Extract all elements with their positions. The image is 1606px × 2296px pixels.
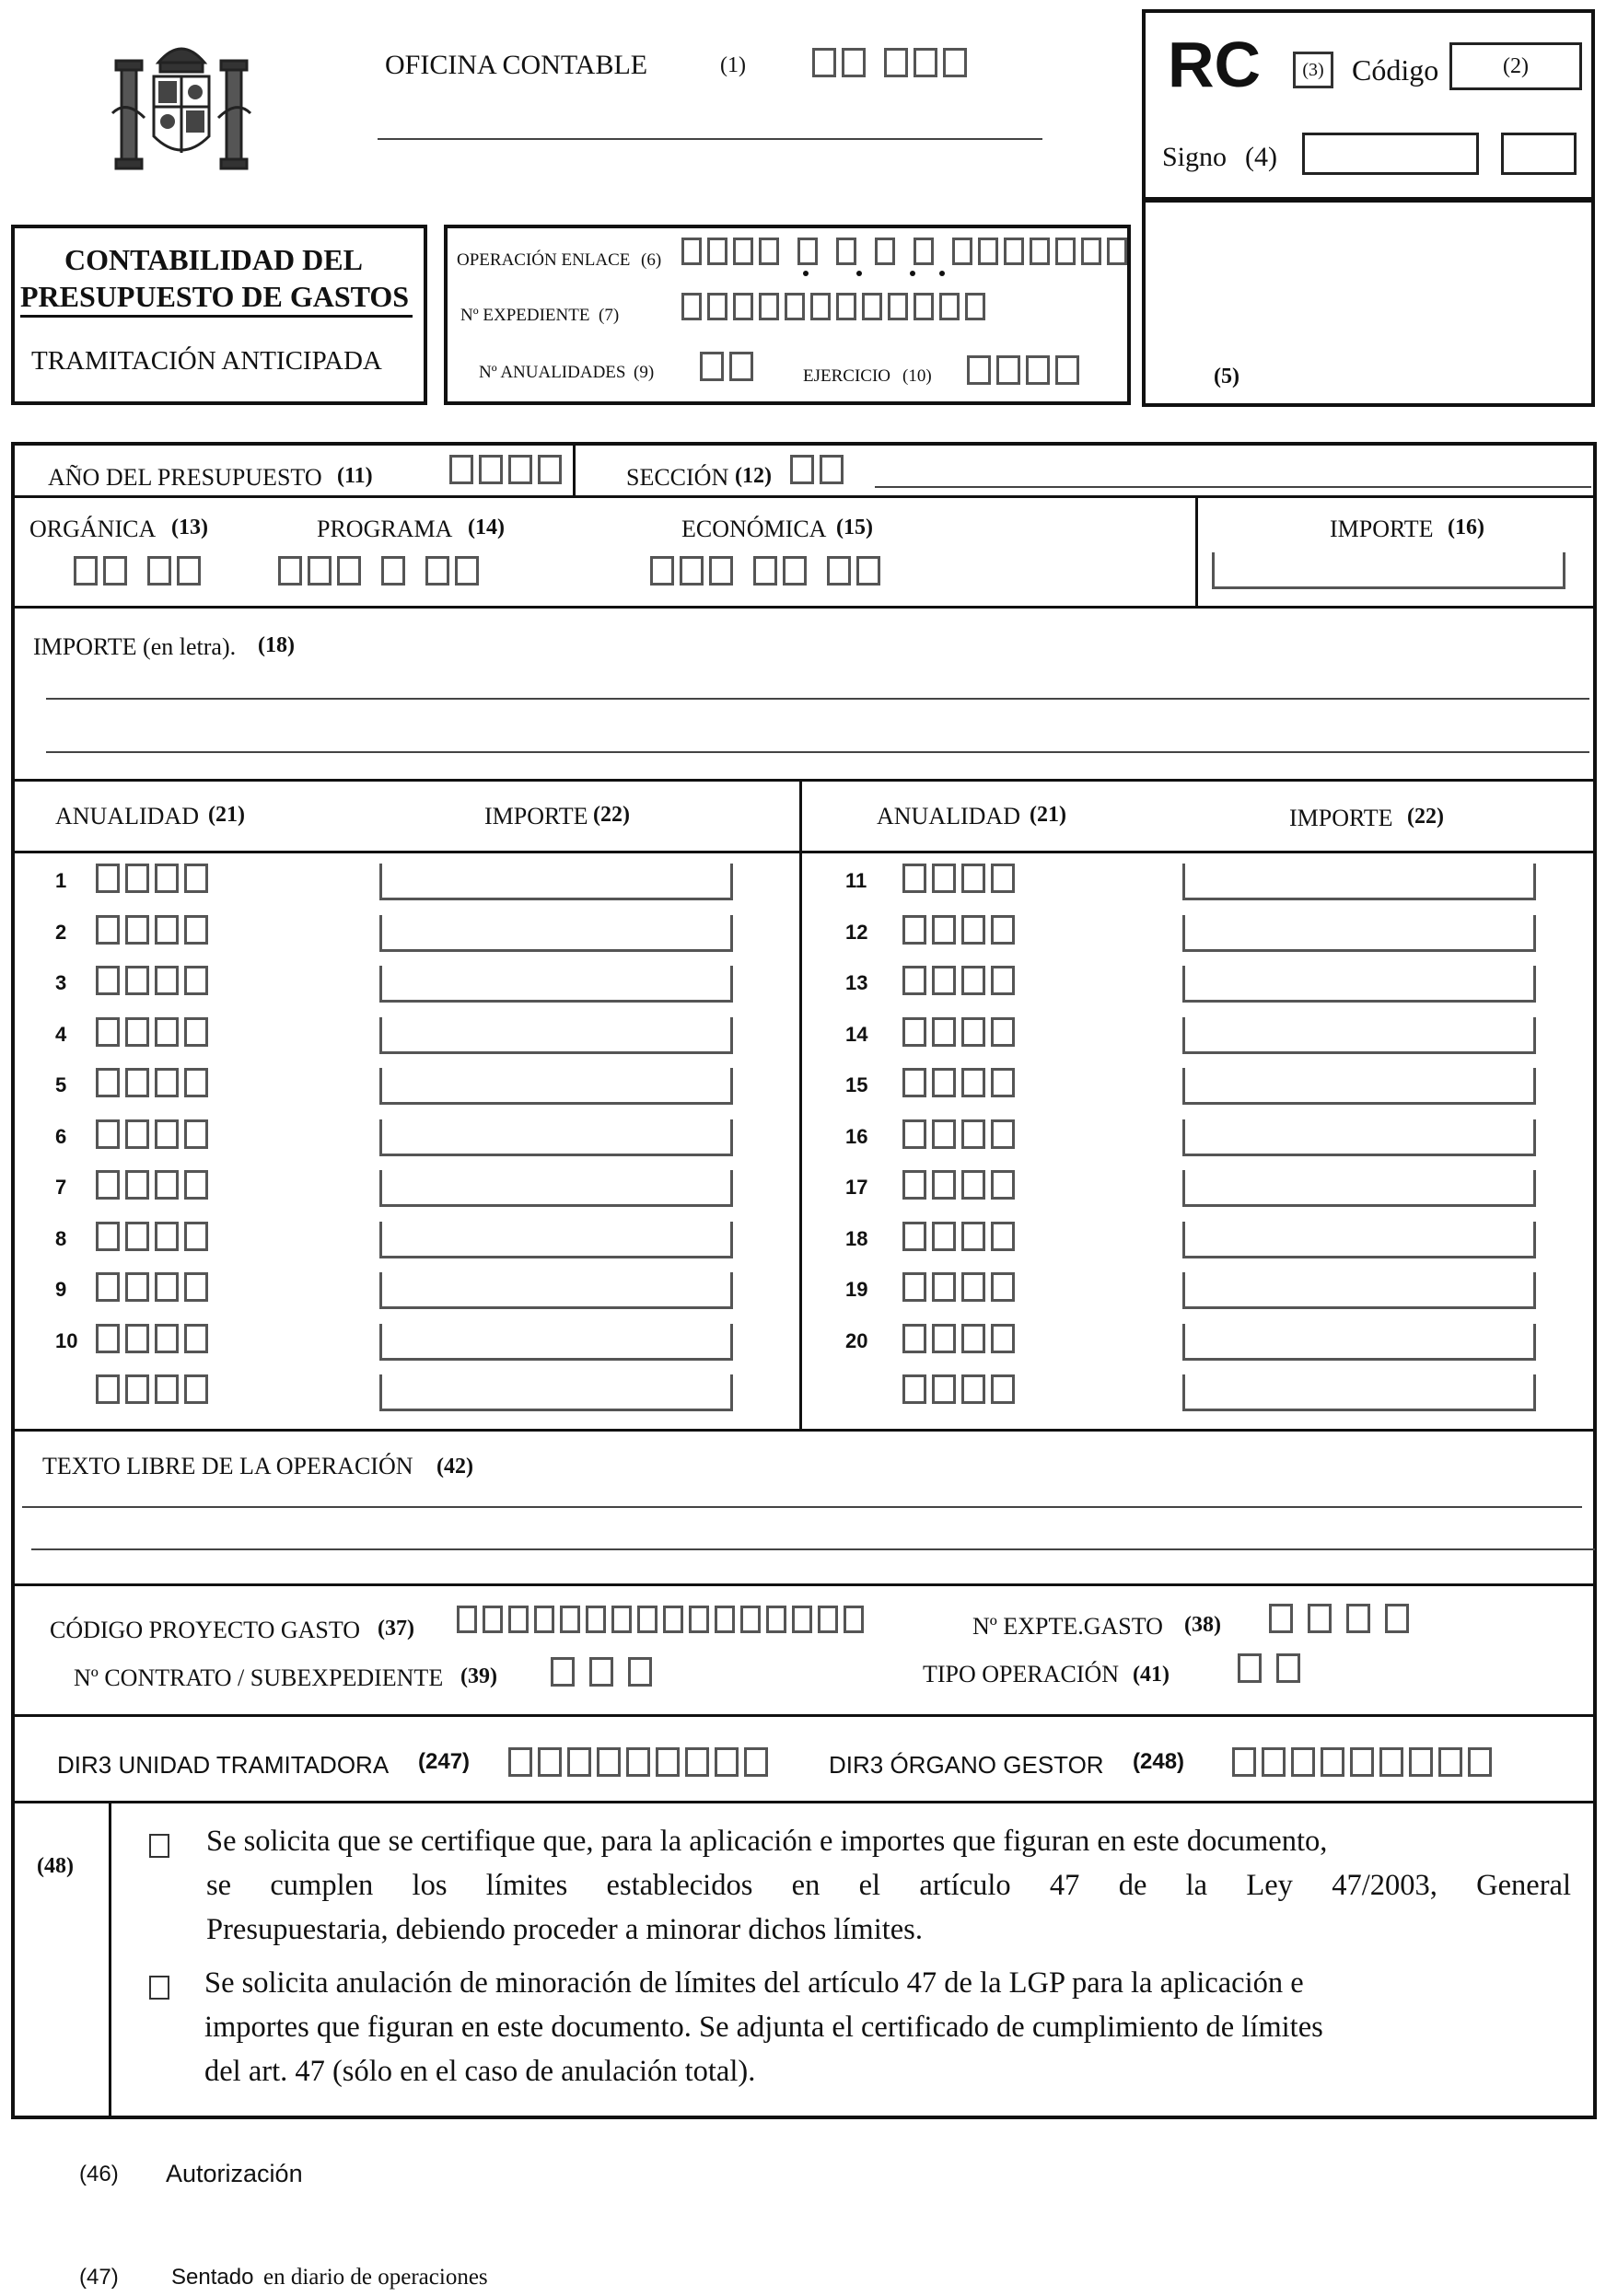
title-divider — [20, 315, 413, 318]
operation-type-ref: (41) — [1133, 1663, 1170, 1687]
annuity-amount-field-extra[interactable] — [379, 1374, 733, 1411]
annuity-row-number: 4 — [55, 1023, 67, 1046]
option1-line3: Presupuestaria, debiendo proceder a minorar dichos límites. — [206, 1913, 923, 1946]
option1-line2-text: se cumplen los límites establecidos en el artículo 47 de la Ley 47/2003, General — [206, 1869, 1571, 1902]
budget-year-ref: (11) — [337, 464, 373, 488]
expense-file-cells[interactable] — [1269, 1604, 1409, 1633]
annuity-amount-field[interactable] — [379, 1068, 733, 1105]
organic-cells[interactable] — [74, 556, 201, 586]
annuity-amount-field[interactable] — [1182, 1222, 1536, 1258]
annuity-year-cells[interactable] — [96, 1324, 208, 1353]
code-field[interactable] — [1449, 42, 1582, 90]
economic-ref: (15) — [836, 516, 873, 539]
contract-cells[interactable] — [551, 1657, 652, 1687]
year-ref: (10) — [902, 366, 932, 386]
program-label: PROGRAMA — [317, 516, 453, 542]
organic-label: ORGÁNICA — [29, 516, 157, 542]
amount-words-line-1[interactable] — [46, 698, 1589, 700]
annuity-year-cells-extra[interactable] — [902, 1374, 1015, 1404]
sign-ref: (4) — [1245, 142, 1277, 172]
annuity-year-cells[interactable] — [96, 1272, 208, 1302]
box-5 — [1142, 197, 1595, 407]
annuity-amount-field[interactable] — [379, 1119, 733, 1156]
option2-line3: del art. 47 (sólo en el caso de anulación total). — [204, 2055, 756, 2088]
contract-label: Nº CONTRATO / SUBEXPEDIENTE — [74, 1664, 444, 1691]
annuity-amount-field-extra[interactable] — [1182, 1374, 1536, 1411]
annuities-center-divider — [799, 781, 802, 1429]
amount-words-line-2[interactable] — [46, 751, 1589, 753]
dir3-unit-cells[interactable] — [508, 1747, 768, 1777]
annuity-year-cells[interactable] — [902, 1170, 1015, 1200]
budget-row-divider — [11, 495, 1597, 498]
annuities-header-divider — [11, 851, 1597, 853]
annuity-amount-field[interactable] — [1182, 1119, 1536, 1156]
dir3-unit-label: DIR3 UNIDAD TRAMITADORA — [57, 1751, 390, 1779]
program-cells[interactable] — [278, 556, 479, 586]
amount-label: IMPORTE — [1330, 516, 1434, 542]
year-label: EJERCICIO — [803, 366, 890, 386]
annuity-amount-field[interactable] — [1182, 1017, 1536, 1054]
annuity-row-number: 18 — [845, 1227, 868, 1250]
budget-year-label: AÑO DEL PRESUPUESTO — [48, 464, 322, 491]
dir3-organ-ref: (248) — [1133, 1749, 1185, 1774]
free-text-ref: (42) — [436, 1455, 473, 1478]
title-line1: CONTABILIDAD DEL — [64, 243, 363, 276]
sign-field-2[interactable] — [1501, 133, 1577, 175]
annuity-row-number: 14 — [845, 1023, 868, 1046]
free-text-line-2[interactable] — [31, 1548, 1595, 1550]
budget-detail-divider — [11, 606, 1597, 609]
option1-line1: Se solicita que se certifique que, para la aplicación e importes que figuran en este documento, — [206, 1825, 1328, 1858]
amount-words-label: IMPORTE (en letra). — [33, 633, 237, 660]
annuity-col-left: ANUALIDAD — [55, 803, 199, 829]
economic-label: ECONÓMICA — [681, 516, 827, 542]
annuity-row-number: 11 — [845, 869, 867, 892]
dir3-unit-ref: (247) — [418, 1749, 471, 1774]
annuity-year-cells[interactable] — [96, 1170, 208, 1200]
expense-file-label: Nº EXPTE.GASTO — [972, 1613, 1163, 1640]
annuity-row-number: 15 — [845, 1073, 868, 1096]
authorization-ref: (46) — [79, 2162, 119, 2186]
budget-year-cells[interactable] — [449, 455, 562, 484]
amount-field[interactable] — [1212, 552, 1565, 589]
annuity-amount-field[interactable] — [1182, 1272, 1536, 1309]
annuity-row-number: 6 — [55, 1125, 67, 1148]
organic-ref: (13) — [171, 516, 208, 539]
code-label: Código — [1352, 53, 1439, 87]
annuity-row-number: 12 — [845, 921, 868, 944]
annuity-amount-field[interactable] — [379, 1272, 733, 1309]
annuity-col-right: ANUALIDAD — [877, 803, 1020, 829]
sign-field-1[interactable] — [1302, 133, 1479, 175]
expense-file-ref: (38) — [1184, 1613, 1221, 1637]
annuity-year-cells[interactable] — [96, 1222, 208, 1251]
link-label: OPERACIÓN ENLACE — [457, 250, 631, 270]
annuity-year-cells[interactable] — [902, 966, 1015, 995]
annuity-amount-field[interactable] — [379, 1324, 733, 1361]
section-underline — [875, 486, 1591, 488]
limits-ref: (48) — [37, 1854, 74, 1878]
coat-of-arms-logo — [103, 26, 260, 178]
annuity-year-cells[interactable] — [96, 966, 208, 995]
annuity-year-cells-extra[interactable] — [96, 1374, 208, 1404]
free-text-line-1[interactable] — [22, 1506, 1582, 1508]
annuity-row-number: 1 — [55, 869, 67, 892]
annuity-amount-field[interactable] — [1182, 966, 1536, 1003]
annuity-year-cells[interactable] — [902, 1324, 1015, 1353]
section-divider — [573, 446, 576, 495]
annuity-amount-field[interactable] — [379, 966, 733, 1003]
fiscal-year-cells[interactable] — [967, 355, 1079, 385]
posted-label-a: Sentado — [171, 2265, 254, 2290]
file-ref: (7) — [599, 306, 620, 325]
amount-words-divider — [11, 779, 1597, 782]
box5-ref: (5) — [1214, 365, 1239, 388]
annuity-amount-field[interactable] — [1182, 1068, 1536, 1105]
annuity-year-cells[interactable] — [96, 1068, 208, 1097]
annuity-amount-field[interactable] — [379, 864, 733, 900]
operation-link-cells[interactable] — [681, 238, 1127, 265]
link-ref: (6) — [641, 250, 662, 270]
annuity-amount-field[interactable] — [379, 1017, 733, 1054]
annuities-bottom-divider — [11, 1429, 1597, 1432]
section-cells[interactable] — [790, 455, 844, 484]
contract-ref: (39) — [460, 1664, 497, 1688]
annuity-amount-field[interactable] — [1182, 1170, 1536, 1207]
dir3-divider — [11, 1801, 1597, 1803]
annuity-col-left-ref: (21) — [208, 803, 245, 827]
annuity-year-cells[interactable] — [96, 915, 208, 945]
authorization-label: Autorización — [166, 2160, 303, 2187]
title-line3: TRAMITACIÓN ANTICIPADA — [31, 346, 382, 376]
annuity-row-number: 16 — [845, 1125, 868, 1148]
project-divider — [11, 1714, 1597, 1717]
annuity-year-cells[interactable] — [96, 864, 208, 893]
annuity-row-number: 17 — [845, 1176, 868, 1199]
annuity-row-number: 19 — [845, 1278, 868, 1301]
annuity-col-right-ref: (21) — [1030, 803, 1066, 827]
office-code-cells[interactable] — [812, 48, 967, 77]
section-label: SECCIÓN — [626, 464, 729, 491]
file-label: Nº EXPEDIENTE — [460, 306, 590, 325]
annuity-year-cells[interactable] — [96, 1119, 208, 1149]
annuity-year-cells[interactable] — [902, 1068, 1015, 1097]
amount-divider — [1195, 497, 1198, 606]
annuity-row-number: 2 — [55, 921, 67, 944]
annuity-year-cells[interactable] — [902, 915, 1015, 945]
section-ref: (12) — [735, 464, 772, 488]
option1-checkbox[interactable] — [149, 1834, 169, 1858]
project-code-cells[interactable] — [457, 1606, 864, 1633]
free-text-divider — [11, 1583, 1597, 1586]
link-dot-4 — [939, 271, 945, 276]
office-label: OFICINA CONTABLE — [385, 50, 648, 80]
posted-ref: (47) — [79, 2265, 119, 2290]
option2-checkbox[interactable] — [149, 1976, 169, 2000]
dir3-organ-cells[interactable] — [1232, 1747, 1492, 1777]
amount-col-left: IMPORTE — [484, 803, 588, 829]
amount-col-right: IMPORTE — [1289, 805, 1393, 831]
annuity-year-cells[interactable] — [902, 1119, 1015, 1149]
posted-label-b: en diario de operaciones — [263, 2265, 488, 2290]
dir3-organ-label: DIR3 ÓRGANO GESTOR — [829, 1751, 1104, 1779]
annuity-year-cells[interactable] — [96, 1017, 208, 1047]
annuity-row-number: 8 — [55, 1227, 67, 1250]
operation-type-cells[interactable] — [1238, 1653, 1300, 1683]
annuity-amount-field[interactable] — [379, 1170, 733, 1207]
type-ref: (3) — [1302, 60, 1324, 80]
office-ref: (1) — [720, 53, 746, 77]
free-text-label: TEXTO LIBRE DE LA OPERACIÓN — [42, 1453, 413, 1479]
annuity-year-cells[interactable] — [902, 1222, 1015, 1251]
annuity-row-number: 10 — [55, 1329, 78, 1352]
annuity-row-number: 3 — [55, 971, 67, 994]
annuity-year-cells[interactable] — [902, 1017, 1015, 1047]
amount-col-left-ref: (22) — [593, 803, 630, 827]
office-underline — [378, 138, 1042, 140]
annuity-year-cells[interactable] — [902, 864, 1015, 893]
annuity-amount-field[interactable] — [1182, 1324, 1536, 1361]
document-type: RC — [1168, 29, 1262, 100]
amount-words-ref: (18) — [258, 633, 295, 657]
operation-type-label: TIPO OPERACIÓN — [923, 1661, 1120, 1687]
link-dot-1 — [803, 271, 809, 276]
economic-cells[interactable] — [650, 556, 880, 586]
annuities-label: Nº ANUALIDADES — [479, 363, 626, 382]
option2-line1: Se solicita anulación de minoración de límites del artículo 47 de la LGP para la aplicación e — [204, 1966, 1304, 2000]
annuity-amount-field[interactable] — [1182, 864, 1536, 900]
project-code-ref: (37) — [378, 1617, 414, 1641]
title-line2: PRESUPUESTO DE GASTOS — [20, 280, 410, 313]
option2-line2: importes que figuran en este documento. Se adjunta el certificado de cumplimiento de límites — [204, 2011, 1323, 2044]
annuity-amount-field[interactable] — [1182, 915, 1536, 952]
type-ref-box — [1293, 52, 1333, 88]
annuity-year-cells[interactable] — [902, 1272, 1015, 1302]
annuity-row-number: 7 — [55, 1176, 67, 1199]
file-number-cells[interactable] — [681, 293, 985, 320]
annuities-ref: (9) — [634, 363, 655, 382]
program-ref: (14) — [468, 516, 505, 539]
sign-label: Signo — [1162, 142, 1228, 172]
annuity-amount-field[interactable] — [379, 1222, 733, 1258]
annuity-row-number: 5 — [55, 1073, 67, 1096]
annuities-count-cells[interactable] — [700, 352, 753, 381]
annuity-row-number: 13 — [845, 971, 868, 994]
project-code-label: CÓDIGO PROYECTO GASTO — [50, 1617, 361, 1643]
option1-line2 — [206, 1869, 1571, 1903]
code-ref: (2) — [1503, 54, 1529, 78]
amount-ref: (16) — [1448, 516, 1484, 539]
link-dot-3 — [910, 271, 915, 276]
limits-ref-divider — [109, 1803, 111, 2117]
annuity-amount-field[interactable] — [379, 915, 733, 952]
link-dot-2 — [856, 271, 862, 276]
annuity-row-number: 9 — [55, 1278, 67, 1301]
amount-col-right-ref: (22) — [1407, 805, 1444, 829]
annuity-row-number: 20 — [845, 1329, 868, 1352]
